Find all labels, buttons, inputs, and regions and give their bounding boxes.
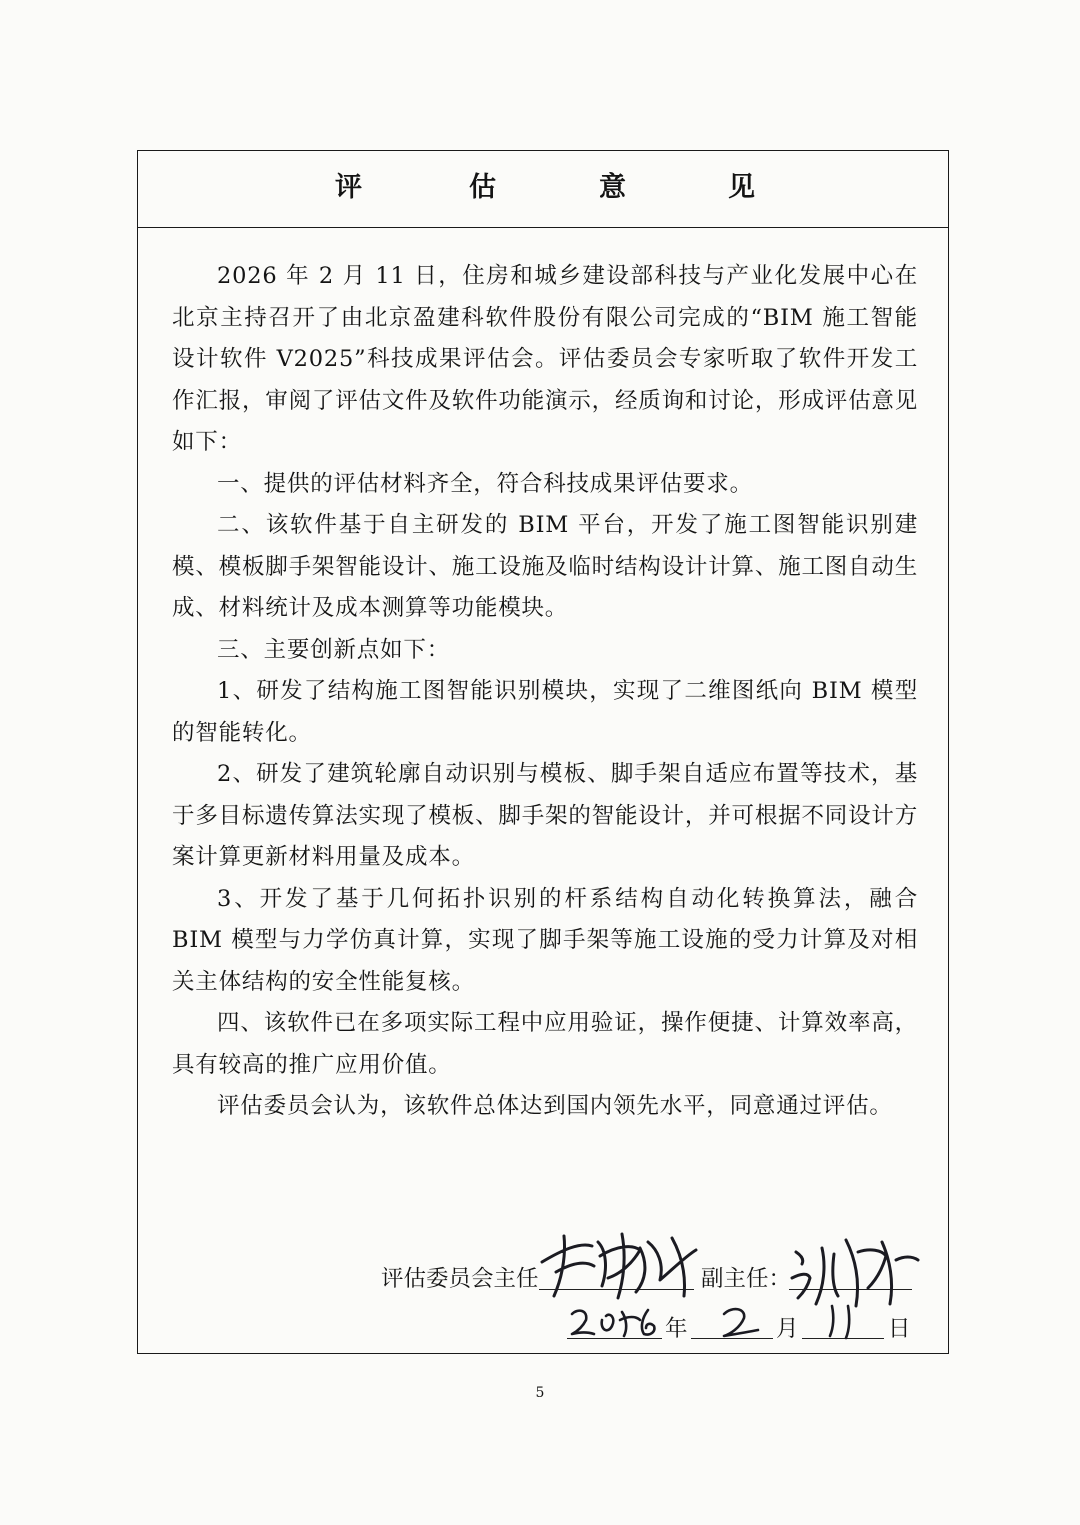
day-label: 日 xyxy=(888,1316,911,1342)
month-label: 月 xyxy=(776,1316,799,1342)
page-number: 5 xyxy=(535,1385,545,1401)
title-char: 评 xyxy=(335,172,362,203)
year-label: 年 xyxy=(665,1316,688,1342)
title-char: 意 xyxy=(599,172,626,203)
paragraph: 二、该软件基于自主研发的 BIM 平台，开发了施工图智能识别建模、模板脚手架智能设计、施工设施及临时结构设计计算、施工图自动生成、材料统计及成本测算等功能模块。 xyxy=(172,512,918,621)
paragraph: 四、该软件已在多项实际工程中应用验证，操作便捷、计算效率高，具有较高的推广应用价值。 xyxy=(172,1010,918,1078)
title-char: 估 xyxy=(469,172,496,203)
year-handwriting xyxy=(568,1300,664,1340)
evaluation-form xyxy=(137,150,949,1354)
paragraph: 2、研发了建筑轮廓自动识别与模板、脚手架自适应布置等技术，基于多目标遗传算法实现了模板、脚手架的智能设计，并可根据不同设计方案计算更新材料用量及成本。 xyxy=(172,761,918,870)
title-row xyxy=(138,151,948,228)
paragraph: 三、主要创新点如下： xyxy=(217,636,451,663)
month-handwriting xyxy=(718,1300,768,1340)
vice-label: 副主任： xyxy=(701,1266,792,1292)
evaluation-body xyxy=(172,256,918,1128)
chair-signature-handwriting xyxy=(536,1220,706,1304)
signature-block xyxy=(138,1226,948,1346)
paragraph: 3、开发了基于几何拓扑识别的杆系结构自动化转换算法，融合 BIM 模型与力学仿真计算，实现了脚手架等施工设施的受力计算及对相关主体结构的安全性能复核。 xyxy=(172,885,918,995)
paragraph: 1、研发了结构施工图智能识别模块，实现了二维图纸向 BIM 模型的智能转化。 xyxy=(172,678,918,746)
paragraph: 2026 年 2 月 11 日，住房和城乡建设部科技与产业化发展中心在北京主持召开了由北京盈建科软件股份有限公司完成的“BIM 施工智能设计软件 V2025”科技成果评估会。评估委员会专家听取了软件开发工作汇报，审阅了评估文件及软件功能演示，经质询和讨论，形成评估意见如下： xyxy=(172,263,918,455)
day-handwriting xyxy=(822,1298,872,1340)
paragraph: 一、提供的评估材料齐全，符合科技成果评估要求。 xyxy=(217,470,753,497)
title-char: 见 xyxy=(728,172,755,203)
paragraph: 评估委员会认为，该软件总体达到国内领先水平，同意通过评估。 xyxy=(217,1093,893,1119)
chair-label: 评估委员会主任 xyxy=(381,1266,539,1292)
